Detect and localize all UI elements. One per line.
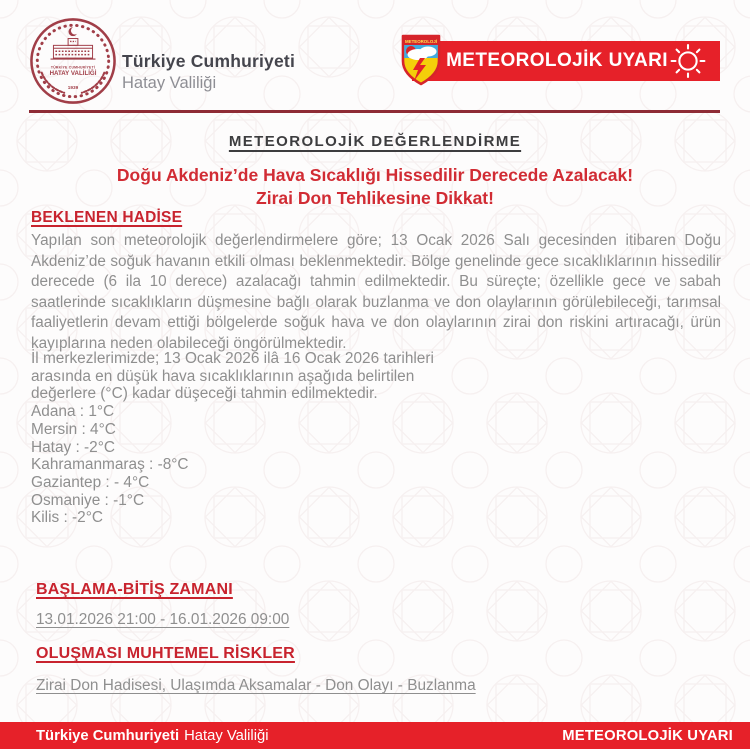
org-title: Türkiye Cumhuriyeti — [122, 51, 296, 71]
risks-heading: OLUŞMASI MUHTEMEL RİSKLER — [36, 645, 295, 662]
temps-intro-line: arasında en düşük hava sıcaklıklarının aşağıda belirtilen — [31, 367, 415, 385]
headline-line2: Zirai Don Tehlikesine Dikkat! — [256, 188, 494, 208]
headline — [0, 164, 750, 210]
governorship-seal — [29, 17, 117, 105]
warning-banner-title: METEOROLOJİK UYARI — [446, 50, 668, 71]
org-identity — [122, 51, 295, 93]
city-temp-line: Adana : 1°C — [31, 403, 115, 421]
footer-org-title: Türkiye Cumhuriyeti — [36, 727, 180, 744]
footer-org-subtitle: Hatay Valiliği — [184, 727, 269, 744]
seal-year-text: 1939 — [67, 84, 79, 90]
city-temp-line: Hatay : -2°C — [31, 438, 115, 456]
org-subtitle: Hatay Valiliği — [122, 73, 217, 92]
city-temp-line: Kilis : -2°C — [31, 509, 104, 527]
city-temp-line: Gaziantep : - 4°C — [31, 473, 150, 491]
headline-line1: Doğu Akdeniz’de Hava Sıcaklığı Hissedilir Derecede Azalacak! — [116, 165, 634, 185]
warning-banner — [412, 41, 720, 81]
risks-value: Zirai Don Hadisesi, Ulaşımda Aksamalar - Don Olayı - Buzlanma — [36, 677, 476, 694]
temps-intro-line: İl merkezlerimizde; 13 Ocak 2026 ilâ 16 Ocak 2026 tarihleri — [31, 350, 434, 367]
meteorology-shield-icon — [401, 33, 441, 87]
timing-heading: BAŞLAMA-BİTİŞ ZAMANI — [36, 581, 233, 598]
crescent-icon — [69, 27, 79, 36]
footer-bar — [0, 722, 750, 749]
city-temp-line: Mersin : 4°C — [31, 420, 116, 438]
footer-right-text: METEOROLOJİK UYARI — [562, 727, 733, 744]
temperature-forecast-block — [31, 350, 434, 527]
seal-name-text: HATAY VALİLİĞİ — [49, 70, 97, 78]
header-divider — [29, 110, 720, 113]
city-temp-line: Kahramanmaraş : -8°C — [31, 456, 189, 474]
sun-icon — [669, 42, 707, 80]
footer-left-text — [36, 728, 269, 744]
seal-top-text: TÜRKİYE CUMHURİYETİ — [50, 65, 96, 70]
expected-event-paragraph: Yapılan son meteorolojik değerlendirmelere göre; 13 Ocak 2026 Salı gecesinden itibaren Doğu Akdeniz’de soğuk havanın etkili olması beklenmektedir. Bölge genelinde gece sıcaklıklarının hissedilir derecede (6 ila 10 derece) azalacağı tahmin edilmektedir. Bu süreçte; özellikle gece ve sabah saatlerinde sıcaklıkların düşmesine bağlı olarak buzlanma ve don olaylarının görülebileceği, tarımsal faaliyetlerin devam ettiği bölgelerde soğuk hava ve don olaylarının zirai don riskini artıracağı, ürün kayıplarına neden olabileceği öngörülmektedir. — [31, 232, 721, 352]
timing-value: 13.01.2026 21:00 - 16.01.2026 09:00 — [36, 611, 290, 628]
building-icon — [51, 39, 96, 60]
temps-intro-line: değerlere (°C) kadar düşeceği tahmin edilmektedir. — [31, 385, 378, 403]
expected-event-heading: BEKLENEN HADİSE — [31, 209, 183, 226]
assessment-title: METEOROLOJİK DEĞERLENDİRME — [228, 133, 522, 150]
city-temp-line: Osmaniye : -1°C — [31, 491, 145, 509]
badge-label: METEOROLOJİ — [405, 40, 440, 46]
